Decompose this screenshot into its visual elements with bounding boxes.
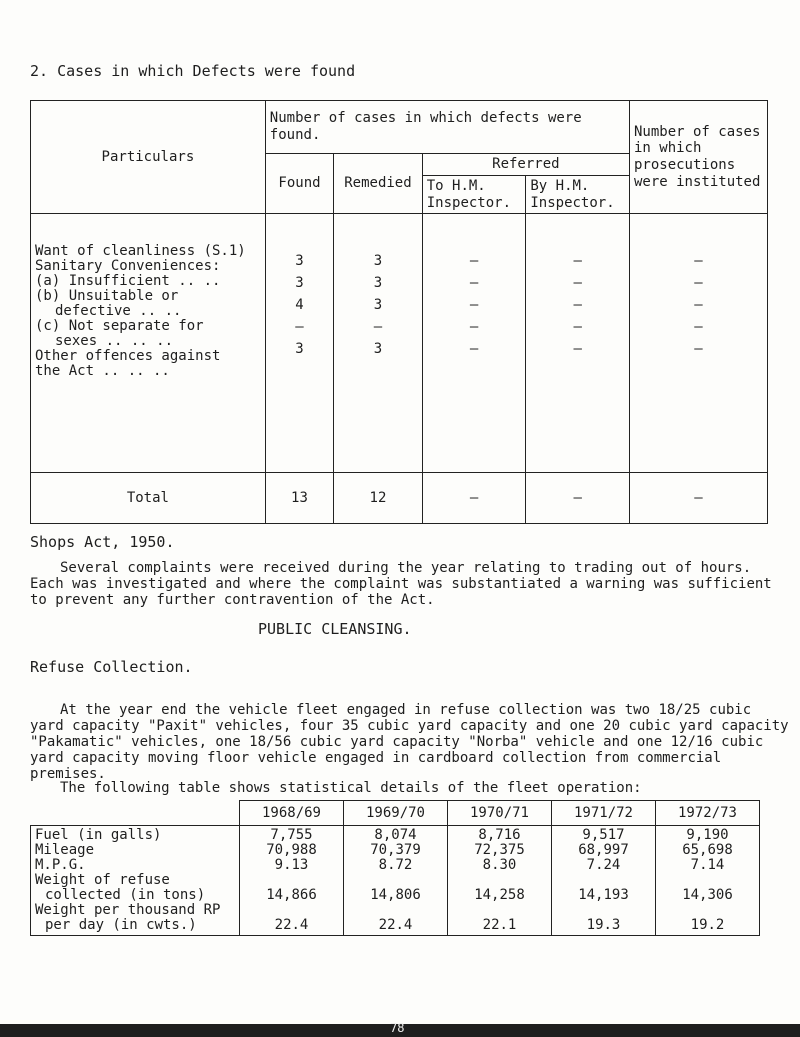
found-value: 3 <box>295 253 304 270</box>
defects-table <box>30 100 768 524</box>
fleet-per-day: 22.4 <box>274 917 309 933</box>
header-found: Found <box>265 154 333 214</box>
prosecutions-value: – <box>694 253 703 270</box>
total-to-hm: – <box>422 473 526 524</box>
fleet-row-label: Weight of refuse <box>35 872 170 888</box>
header-particulars: Particulars <box>31 101 266 214</box>
fleet-mpg: 9.13 <box>274 857 309 873</box>
fleet-per-day: 22.4 <box>378 917 413 933</box>
fleet-column-1972 <box>656 826 760 936</box>
shops-act-paragraph: Several complaints were received during the year relating to trading out of hours. Each was investigated and where the complaint was substantiated a warning was sufficient to prevent any further contravention of the Act. <box>30 560 772 608</box>
fleet-mileage: 72,375 <box>474 842 525 858</box>
year-header: 1971/72 <box>552 801 656 826</box>
fleet-row-label: Weight per thousand RP <box>35 902 221 918</box>
fleet-column-1969 <box>344 826 448 936</box>
particulars-line: (b) Unsuitable or <box>35 288 179 305</box>
fleet-per-day: 22.1 <box>482 917 517 933</box>
by-hm-value: – <box>573 319 582 336</box>
remedied-value: – <box>373 319 383 336</box>
fleet-table <box>30 800 760 936</box>
total-found: 13 <box>265 473 333 524</box>
fleet-row-label: collected (in tons) <box>45 887 206 903</box>
remedied-value: 3 <box>373 297 383 314</box>
fleet-fuel: 8,074 <box>374 827 417 843</box>
fleet-mpg: 8.30 <box>482 857 517 873</box>
to-hm-value: – <box>469 319 479 336</box>
total-by-hm: – <box>526 473 630 524</box>
fleet-row-label: per day (in cwts.) <box>45 917 197 933</box>
prosecutions-value: – <box>694 319 703 336</box>
to-hm-value: – <box>469 275 479 292</box>
remedied-value: 3 <box>373 275 383 292</box>
particulars-line: (a) Insufficient .. .. <box>35 273 221 290</box>
header-referred: Referred <box>422 154 629 176</box>
fleet-weight: 14,866 <box>266 887 317 903</box>
particulars-line: defective .. .. <box>55 303 182 320</box>
prosecutions-value: – <box>694 341 703 358</box>
fleet-column-1968 <box>240 826 344 936</box>
remedied-column <box>334 214 423 473</box>
particulars-line: Sanitary Conveniences: <box>35 258 221 275</box>
to-hm-value: – <box>469 253 479 270</box>
found-column <box>265 214 333 473</box>
fleet-per-day: 19.3 <box>586 917 621 933</box>
shops-act-heading: Shops Act, 1950. <box>30 533 175 551</box>
particulars-cell <box>31 214 266 473</box>
page-number: 78 <box>390 1021 405 1035</box>
found-value: 4 <box>295 297 304 314</box>
fleet-weight: 14,258 <box>474 887 525 903</box>
by-hm-column <box>526 214 630 473</box>
to-hm-value: – <box>469 297 479 314</box>
fleet-row-label: M.P.G. <box>35 857 86 873</box>
header-number-of-cases: Number of cases in which defects were found. <box>265 101 629 154</box>
fleet-weight: 14,306 <box>682 887 733 903</box>
found-value: 3 <box>295 341 304 358</box>
section-title: 2. Cases in which Defects were found <box>30 62 356 80</box>
fleet-mpg: 8.72 <box>378 857 413 873</box>
header-to-hm: To H.M. Inspector. <box>422 175 526 214</box>
remedied-value: 3 <box>373 341 383 358</box>
to-hm-column <box>422 214 526 473</box>
fleet-row-labels <box>31 826 240 936</box>
refuse-paragraph: At the year end the vehicle fleet engaged in refuse collection was two 18/25 cubic yard capacity "Paxit" vehicles, four 35 cubic yard capacity and one 20 cubic yard capacity "Pakamatic" vehicles, one 18/56 cubic yard capacity "Norba" vehicle and one 12/16 cubic yard capacity moving floor vehicle engaged in cardboard collection from commercial premises. <box>30 702 789 782</box>
remedied-value: 3 <box>373 253 383 270</box>
fleet-fuel: 7,755 <box>270 827 313 843</box>
fleet-mileage: 65,698 <box>682 842 733 858</box>
year-header: 1969/70 <box>344 801 448 826</box>
total-prosecutions: – <box>629 473 767 524</box>
fleet-intro: The following table shows statistical details of the fleet operation: <box>60 780 642 796</box>
by-hm-value: – <box>573 341 582 358</box>
by-hm-value: – <box>573 297 582 314</box>
fleet-mileage: 68,997 <box>578 842 629 858</box>
fleet-weight: 14,193 <box>578 887 629 903</box>
prosecutions-value: – <box>694 297 703 314</box>
header-prosecutions: Number of cases in which prosecutions were instituted <box>629 101 767 214</box>
found-value: – <box>295 319 304 336</box>
fleet-column-1970 <box>448 826 552 936</box>
year-header: 1972/73 <box>656 801 760 826</box>
header-remedied: Remedied <box>334 154 423 214</box>
public-cleansing-heading: PUBLIC CLEANSING. <box>258 620 412 638</box>
particulars-line: the Act .. .. .. <box>35 363 170 380</box>
year-header: 1968/69 <box>240 801 344 826</box>
fleet-mpg: 7.14 <box>690 857 725 873</box>
particulars-line: Other offences against <box>35 348 221 365</box>
total-remedied: 12 <box>334 473 423 524</box>
fleet-corner <box>31 801 240 826</box>
fleet-fuel: 9,517 <box>582 827 625 843</box>
by-hm-value: – <box>573 275 582 292</box>
year-header: 1970/71 <box>448 801 552 826</box>
particulars-line: sexes .. .. .. <box>55 333 174 350</box>
fleet-mileage: 70,988 <box>266 842 317 858</box>
refuse-collection-heading: Refuse Collection. <box>30 658 193 676</box>
fleet-fuel: 9,190 <box>686 827 729 843</box>
total-label: Total <box>31 473 266 524</box>
particulars-line: Want of cleanliness (S.1) <box>35 243 246 260</box>
header-by-hm: By H.M. Inspector. <box>526 175 630 214</box>
fleet-per-day: 19.2 <box>690 917 725 933</box>
to-hm-value: – <box>469 341 479 358</box>
fleet-row-label: Fuel (in galls) <box>35 827 162 843</box>
found-value: 3 <box>295 275 304 292</box>
particulars-line: (c) Not separate for <box>35 318 204 335</box>
fleet-fuel: 8,716 <box>478 827 521 843</box>
fleet-weight: 14,806 <box>370 887 421 903</box>
fleet-row-label: Mileage <box>35 842 95 858</box>
fleet-mpg: 7.24 <box>586 857 621 873</box>
prosecutions-value: – <box>694 275 703 292</box>
prosecutions-column <box>629 214 767 473</box>
fleet-mileage: 70,379 <box>370 842 421 858</box>
by-hm-value: – <box>573 253 582 270</box>
fleet-column-1971 <box>552 826 656 936</box>
